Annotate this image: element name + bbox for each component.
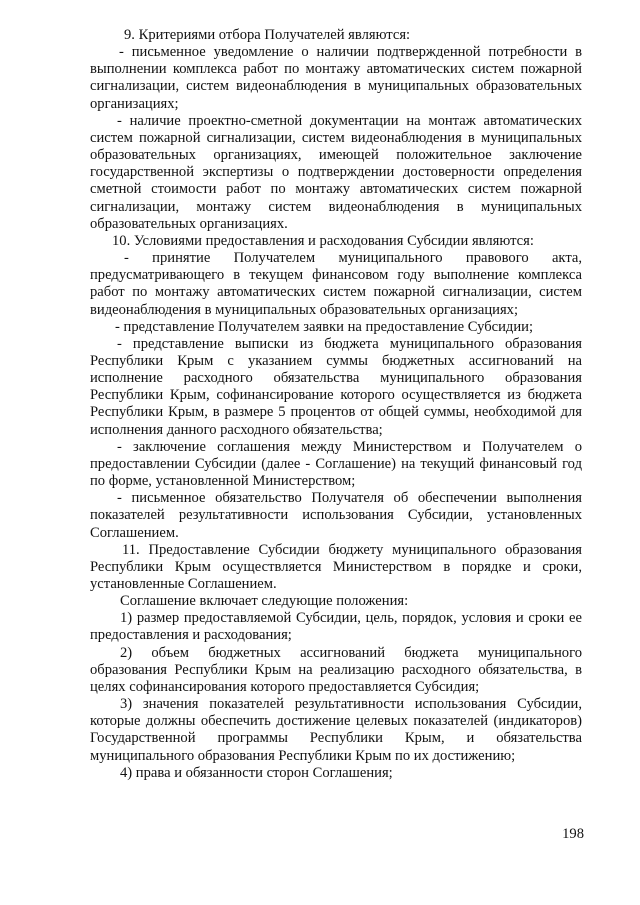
- page-number: 198: [562, 826, 584, 842]
- paragraph-provision-2: 2) объем бюджетных ассигнований бюджета муниципального образования Республики Крым на реализацию расходного обязательства, в целях софинансирования которого предоставляется Субсидия;: [90, 644, 582, 695]
- document-body: [90, 27, 582, 782]
- paragraph-provision-1: 1) размер предоставляемой Субсидии, цель, порядок, условия и сроки ее предоставления и расходования;: [90, 610, 582, 644]
- paragraph-condition-budget-extract: - представление выписки из бюджета муниципального образования Республики Крым с указанием суммы бюджетных ассигнований на исполнение расходного обязательства муниципального образования Республики Крым, софинансирование которого осуществляется из бюджета Республики Крым, в размере 5 процентов от общей суммы, необходимой для исполнения данного расходного обязательства;: [90, 335, 582, 438]
- paragraph-condition-obligation: - письменное обязательство Получателя об обеспечении выполнения показателей результативности использования Субсидии, установленных Соглашением.: [90, 490, 582, 541]
- paragraph-provision-4: 4) права и обязанности сторон Соглашения;: [120, 764, 393, 781]
- paragraph-condition-legal-act: - принятие Получателем муниципального правового акта, предусматривающего в текущем финансовом году выполнение комплекса работ по монтажу автоматических систем пожарной сигнализации, систем видеонаблюдения в муниципальных образовательных организациях;: [90, 250, 582, 318]
- paragraph-subsidy-provision: 11. Предоставление Субсидии бюджету муниципального образования Республики Крым осуществляется Министерством в порядке и сроки, установленные Соглашением.: [90, 541, 582, 592]
- paragraph-criterion-documentation: - наличие проектно-сметной документации на монтаж автоматических систем пожарной сигнализации, систем видеонаблюдения в муниципальных образовательных организациях, имеющей положительное заключение государственной экспертизы о подтверждении достоверности определения сметной стоимости работ по монтажу автоматических систем пожарной сигнализации, монтажу систем видеонаблюдения в муниципальных образовательных организациях.: [90, 112, 582, 232]
- paragraph-conditions-heading: 10. Условиями предоставления и расходования Субсидии являются:: [112, 232, 534, 249]
- paragraph-condition-application: - представление Получателем заявки на предоставление Субсидии;: [115, 318, 534, 335]
- paragraph-provision-3: 3) значения показателей результативности использования Субсидии, которые должны обеспечить достижение целевых показателей (индикаторов) Государственной программы Республики Крым, и обязательства муниципального образования Республики Крым по их достижению;: [90, 696, 582, 764]
- paragraph-agreement-includes: Соглашение включает следующие положения:: [120, 593, 409, 610]
- paragraph-selection-criteria-heading: 9. Критериями отбора Получателей являются:: [124, 27, 411, 43]
- paragraph-criterion-notice: - письменное уведомление о наличии подтвержденной потребности в выполнении комплекса работ по монтажу автоматических систем пожарной сигнализации, систем видеонаблюдения в муниципальных образовательных организациях;: [90, 44, 582, 112]
- paragraph-condition-agreement: - заключение соглашения между Министерством и Получателем о предоставлении Субсидии (далее - Соглашение) на текущий финансовый год по форме, установленной Министерством;: [90, 438, 582, 490]
